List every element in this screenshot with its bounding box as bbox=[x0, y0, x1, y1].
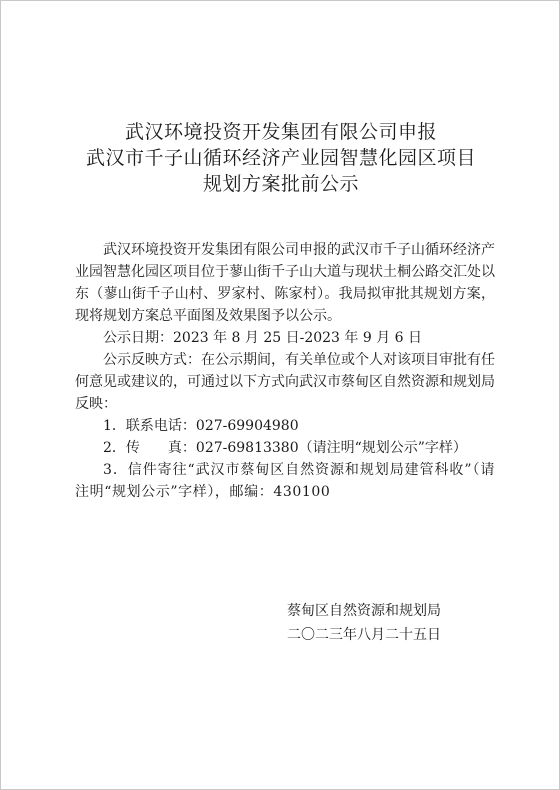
notice-title bbox=[1, 119, 560, 197]
title-line-3: 规划方案批前公示 bbox=[202, 173, 359, 195]
title-line-1: 武汉环境投资开发集团有限公司申报 bbox=[124, 121, 437, 143]
contact-fax: 2．传 真：027-69813380（请注明“规划公示”字样） bbox=[103, 440, 467, 456]
title-line-2: 武汉市千子山循环经济产业园智慧化园区项目 bbox=[85, 147, 476, 169]
contact-phone: 1．联系电话：027-69904980 bbox=[103, 418, 299, 434]
issuing-organization: 蔡甸区自然资源和规划局 bbox=[287, 603, 441, 619]
notice-body bbox=[75, 239, 495, 503]
issue-date: 二〇二三年八月二十五日 bbox=[287, 627, 441, 643]
signature-block bbox=[287, 599, 441, 647]
publication-date: 公示日期：2023 年 8 月 25 日-2023 年 9 月 6 日 bbox=[103, 330, 423, 346]
feedback-paragraph: 公示反映方式：在公示期间，有关单位或个人对该项目审批有任何意见或建议的，可通过以下方式向武汉市蔡甸区自然资源和规划局反映： bbox=[75, 352, 495, 412]
intro-paragraph: 武汉环境投资开发集团有限公司申报的武汉市千子山循环经济产业园智慧化园区项目位于蓼山街千子山大道与现状土桐公路交汇处以东（蓼山街千子山村、罗家村、陈家村）。我局拟审批其规划方案，现将规划方案总平面图及效果图予以公示。 bbox=[75, 242, 495, 324]
contact-mail: 3．信件寄往“武汉市蔡甸区自然资源和规划局建管科收”（请注明“规划公示”字样），邮编：430100 bbox=[75, 462, 495, 500]
